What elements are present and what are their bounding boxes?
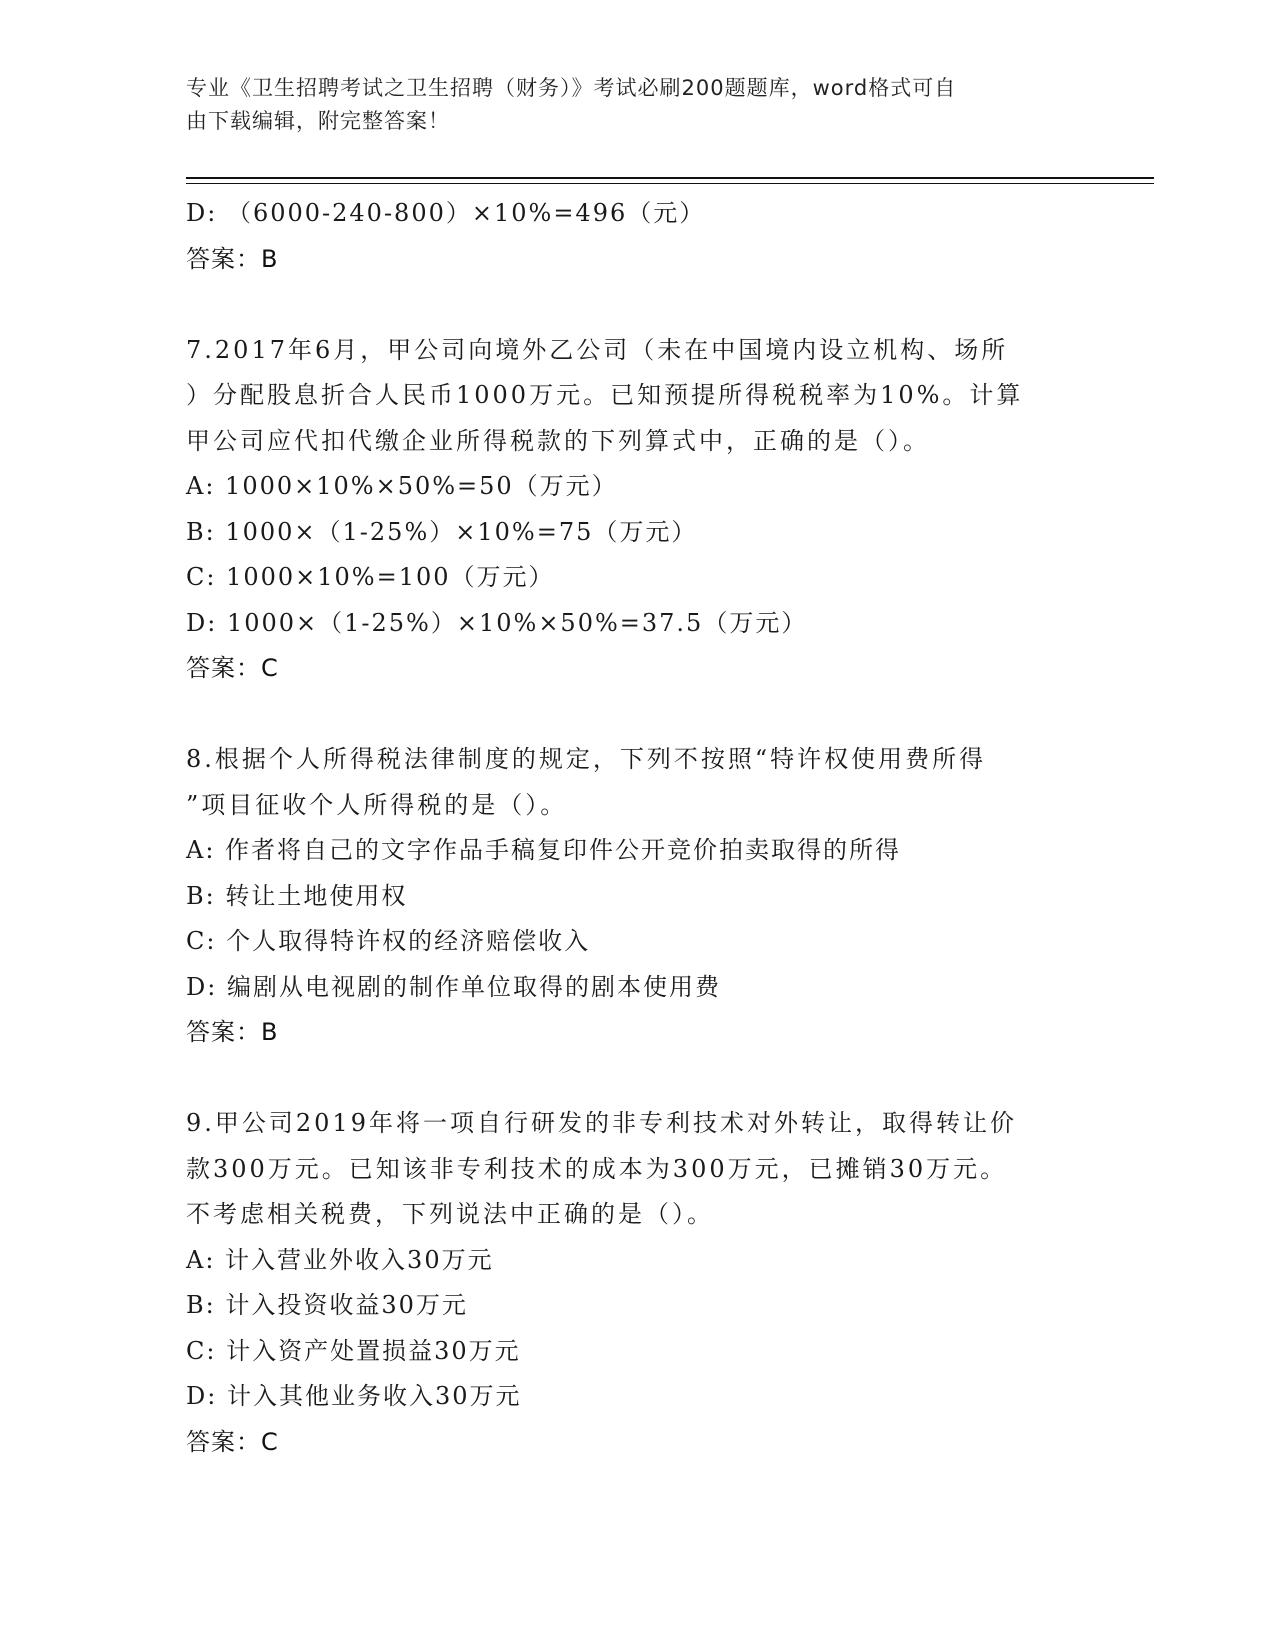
- option-a: A: 计入营业外收入30万元: [186, 1245, 494, 1274]
- spacer: [186, 1056, 1086, 1102]
- option-a: A: 作者将自己的文字作品手稿复印件公开竞价拍卖取得的所得: [186, 836, 902, 864]
- question-line: 不考虑相关税费，下列说法中正确的是（）。: [186, 1200, 714, 1228]
- question-content: [186, 191, 1086, 1465]
- question-7: [186, 328, 1086, 692]
- question-line: ）分配股息折合人民币1000万元。已知预提所得税税率为10%。计算: [186, 381, 1024, 409]
- answer-label: 答案：B: [186, 1018, 279, 1046]
- question-line: 甲公司应代扣代缴企业所得税款的下列算式中，正确的是（）。: [186, 426, 930, 455]
- option-b: B: 1000×（1-25%）×10%=75（万元）: [186, 517, 698, 546]
- option-b: B: 计入投资收益30万元: [186, 1291, 468, 1319]
- question-fragment: [186, 191, 1086, 282]
- header-divider-thin: [186, 183, 1154, 184]
- option-c: C: 计入资产处置损益30万元: [186, 1336, 521, 1365]
- header-line-2: 由下载编辑，附完整答案！: [186, 109, 450, 133]
- answer-label: 答案：B: [186, 244, 279, 273]
- document-header: [186, 72, 1076, 138]
- question-text: [186, 737, 1086, 828]
- option-d: D: 计入其他业务收入30万元: [186, 1382, 522, 1410]
- option-d: D: 1000×（1-25%）×10%×50%=37.5（万元）: [186, 608, 808, 637]
- spacer: [186, 692, 1086, 738]
- header-line-1: 专业《卫生招聘考试之卫生招聘（财务）》考试必刷200题题库，word格式可自: [186, 76, 957, 100]
- option-c: C: 个人取得特许权的经济赔偿收入: [186, 927, 591, 955]
- option-d: D: （6000-240-800）×10%=496（元）: [186, 199, 706, 227]
- spacer: [186, 282, 1086, 328]
- answer-label: 答案：C: [186, 654, 279, 682]
- question-line: 7.2017年6月，甲公司向境外乙公司（未在中国境内设立机构、场所: [186, 335, 1009, 364]
- option-b: B: 转让土地使用权: [186, 881, 408, 910]
- option-d: D: 编剧从电视剧的制作单位取得的剧本使用费: [186, 972, 721, 1001]
- answer-label: 答案：C: [186, 1427, 279, 1456]
- question-8: [186, 737, 1086, 1056]
- question-line: 9.甲公司2019年将一项自行研发的非专利技术对外转让，取得转让价: [186, 1109, 1017, 1137]
- question-line: 款300万元。已知该非专利技术的成本为300万元，已摊销30万元。: [186, 1154, 1008, 1183]
- option-c: C: 1000×10%=100（万元）: [186, 563, 555, 591]
- option-a: A: 1000×10%×50%=50（万元）: [186, 472, 618, 500]
- question-9: [186, 1101, 1086, 1465]
- header-divider-thick: [186, 177, 1154, 179]
- question-line: 8.根据个人所得税法律制度的规定，下列不按照“特许权使用费所得: [186, 745, 987, 773]
- question-text: [186, 328, 1086, 465]
- question-line: ”项目征收个人所得税的是（）。: [186, 790, 568, 819]
- question-text: [186, 1101, 1086, 1238]
